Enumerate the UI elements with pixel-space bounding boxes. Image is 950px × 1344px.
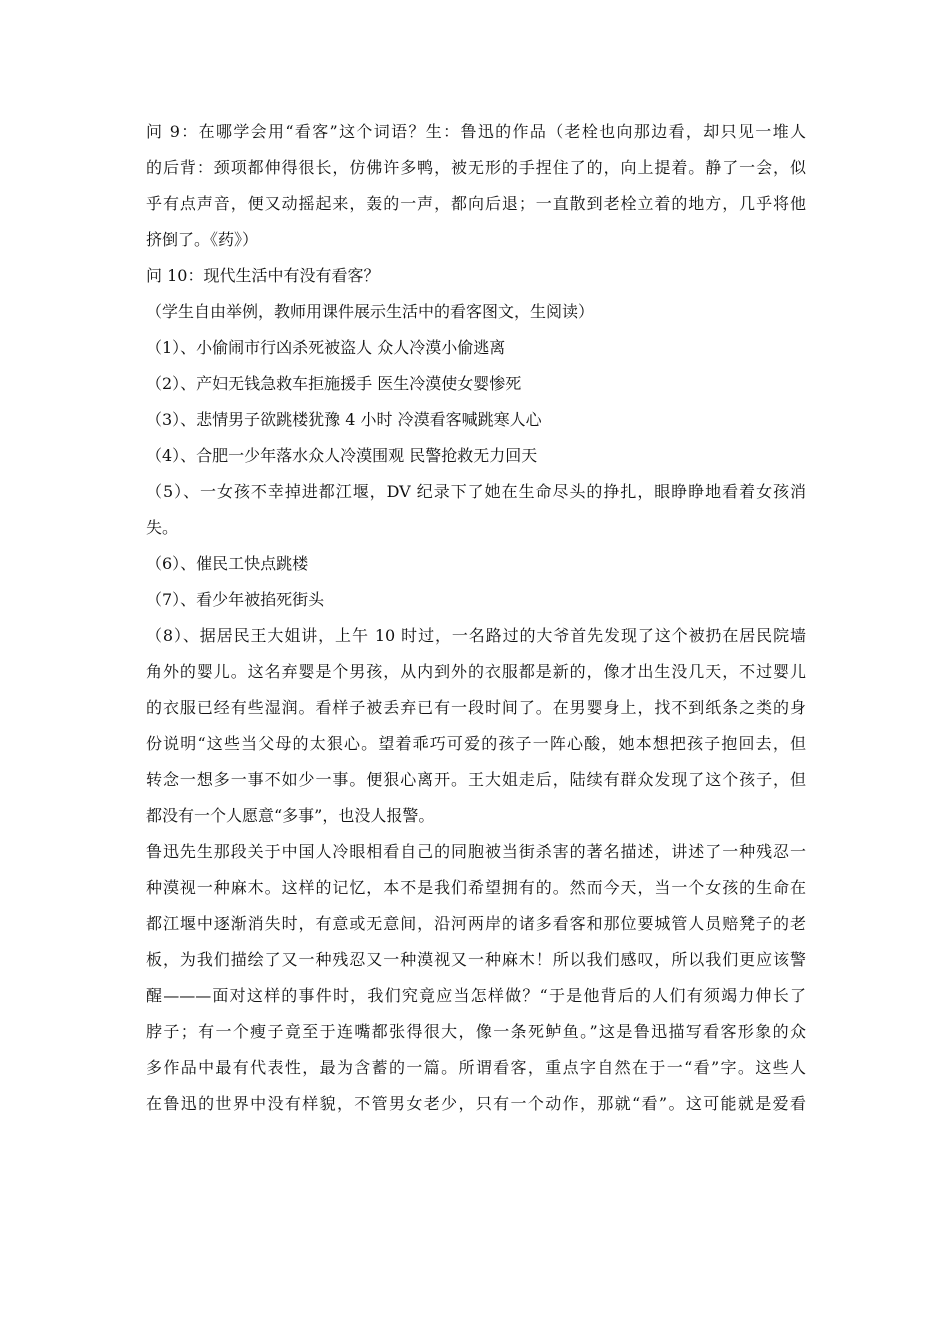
- text-line: （学生自由举例，教师用课件展示生活中的看客图文，生阅读）: [146, 302, 595, 321]
- text-line: （7）、看少年被掐死街头: [146, 590, 325, 609]
- text-line: 挤倒了。《药》）: [146, 230, 259, 249]
- text-line: 问 9：在哪学会用“看客”这个词语？生：鲁迅的作品（老栓也向那边看，却只见一堆人: [146, 122, 806, 141]
- text-line: （5）、一女孩不幸掉进都江堰，DV 纪录下了她在生命尽头的挣扎，眼睁睁地看着女孩消: [146, 482, 806, 501]
- text-line: 转念一想多一事不如少一事。便狠心离开。王大姐走后，陆续有群众发现了这个孩子，但: [146, 770, 806, 789]
- text-line: 问 10：现代生活中有没有看客？: [146, 266, 380, 285]
- text-line: （6）、催民工快点跳楼: [146, 554, 309, 573]
- text-line: 鲁迅先生那段关于中国人冷眼相看自己的同胞被当街杀害的著名描述，讲述了一种残忍一: [146, 842, 806, 861]
- text-line: 多作品中最有代表性，最为含蓄的一篇。所谓看客，重点字自然在于一“看”字。这些人: [146, 1058, 806, 1077]
- text-line: （4）、合肥一少年落水众人冷漠围观 民警抢救无力回天: [146, 446, 538, 465]
- text-line: 的后背：颈项都伸得很长，仿佛许多鸭，被无形的手捏住了的，向上提着。静了一会，似: [146, 158, 806, 177]
- text-line: 失。: [146, 518, 179, 537]
- text-line: （1）、小偷闹市行凶杀死被盗人 众人冷漠小偷逃离: [146, 338, 506, 357]
- text-line: 角外的婴儿。这名弃婴是个男孩，从内到外的衣服都是新的，像才出生没几天，不过婴儿: [146, 662, 806, 681]
- text-line: 在鲁迅的世界中没有样貌，不管男女老少，只有一个动作，那就“看”。这可能就是爱看: [146, 1094, 806, 1113]
- text-line: （2）、产妇无钱急救车拒施援手 医生冷漠使女婴惨死: [146, 374, 522, 393]
- document-page: [146, 114, 806, 1122]
- text-line: 醒———面对这样的事件时，我们究竟应当怎样做？“于是他背后的人们有须竭力伸长了: [146, 986, 806, 1005]
- text-line: （8）、据居民王大姐讲，上午 10 时过，一名路过的大爷首先发现了这个被扔在居民院墙: [146, 626, 806, 645]
- text-line: （3）、悲情男子欲跳楼犹豫 4 小时 冷漠看客喊跳寒人心: [146, 410, 542, 429]
- text-line: 都江堰中逐渐消失时，有意或无意间，沿河两岸的诸多看客和那位要城管人员赔凳子的老: [146, 914, 806, 933]
- text-line: 都没有一个人愿意“多事”，也没人报警。: [146, 806, 435, 825]
- text-line: 乎有点声音，便又动摇起来，轰的一声，都向后退；一直散到老栓立着的地方，几乎将他: [146, 194, 806, 213]
- text-line: 板，为我们描绘了又一种残忍又一种漠视又一种麻木！所以我们感叹，所以我们更应该警: [146, 950, 806, 969]
- text-line: 种漠视一种麻木。这样的记忆，本不是我们希望拥有的。然而今天，当一个女孩的生命在: [146, 878, 806, 897]
- text-line: 份说明“这些当父母的太狠心。望着乖巧可爱的孩子一阵心酸，她本想把孩子抱回去，但: [146, 734, 806, 753]
- text-line: 的衣服已经有些湿润。看样子被丢弃已有一段时间了。在男婴身上，找不到纸条之类的身: [146, 698, 806, 717]
- text-line: 脖子；有一个瘦子竟至于连嘴都张得很大，像一条死鲈鱼。”这是鲁迅描写看客形象的众: [146, 1022, 806, 1041]
